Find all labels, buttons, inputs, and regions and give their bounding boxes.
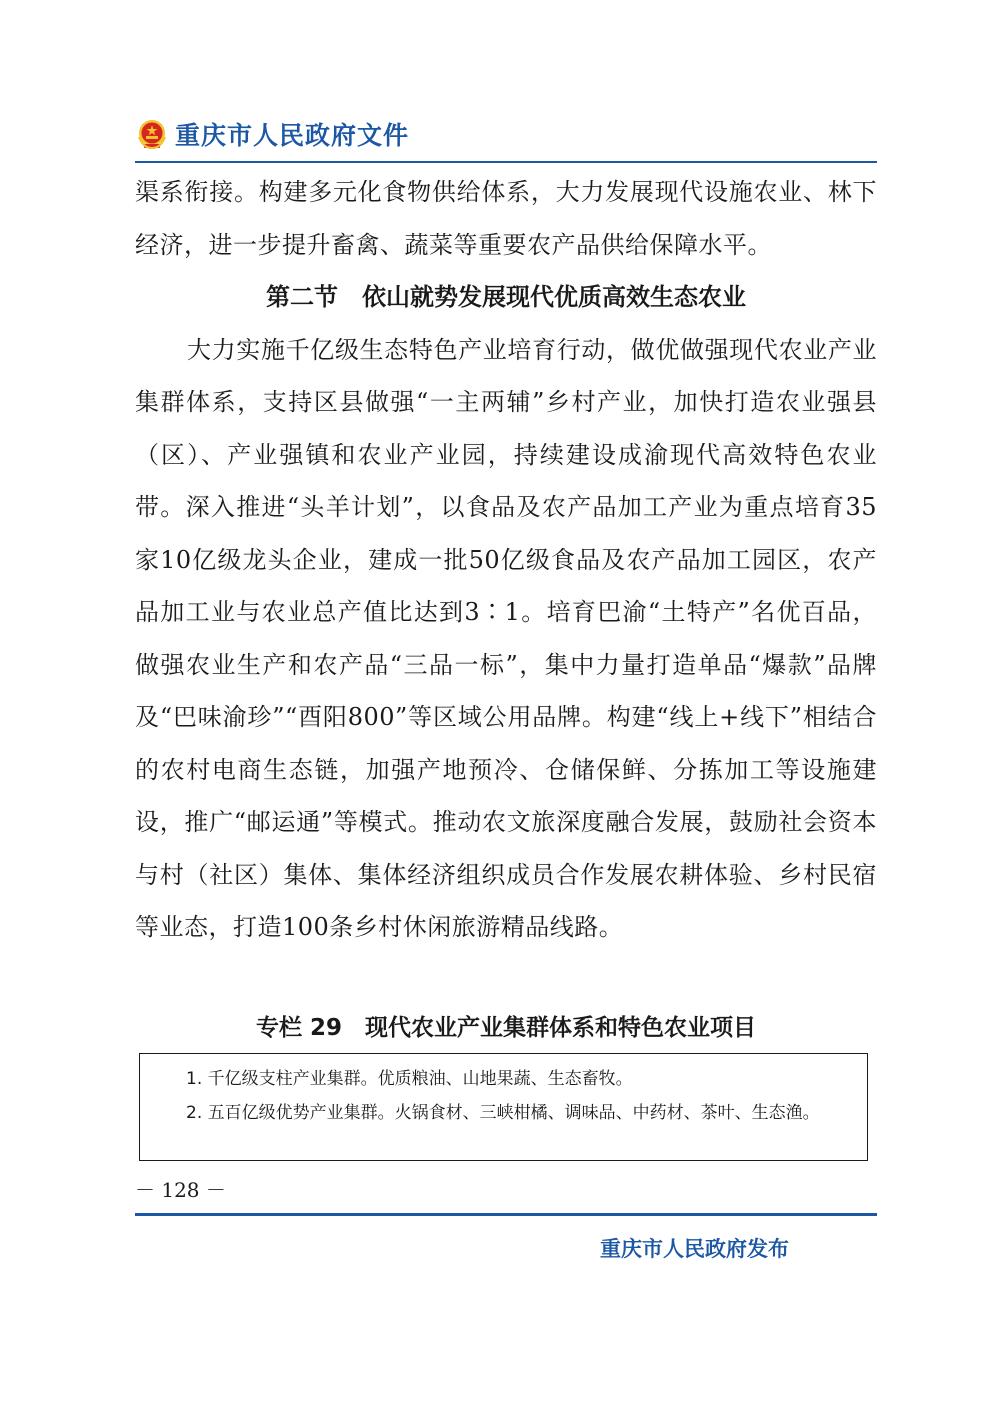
info-box [139,1053,868,1161]
footer-publisher: 重庆市人民政府发布 [600,1237,789,1261]
section-heading: 第二节 依山就势发展现代优质高效生态农业 [266,283,746,311]
box-title: 专栏 29 现代农业产业集群体系和特色农业项目 [255,1015,756,1041]
header-divider [135,161,877,163]
header-title: 重庆市人民政府文件 [175,121,410,150]
document-header [135,112,877,156]
paragraph: 渠系衔接。构建多元化食物供给体系，大力发展现代设施农业、林下经济，进一步提升畜禽、蔬菜等重要农产品供给保障水平。 [135,178,877,259]
national-emblem-icon [135,117,169,151]
box-item: 2. 五百亿级优势产业集群。火锅食材、三峡柑橘、调味品、中药材、茶叶、生态渔。 [186,1103,820,1123]
paragraph: 大力实施千亿级生态特色产业培育行动，做优做强现代农业产业集群体系，支持区县做强“一主两辅”乡村产业，加快打造农业强县（区）、产业强镇和农业产业园，持续建设成渝现代高效特色农业带。深入推进“头羊计划”，以食品及农产品加工产业为重点培育35家10亿级龙头企业，建成一批50亿级食品及农产品加工园区，农产品加工业与农业总产值比达到3∶1。培育巴渝“土特产”名优百品，做强农业生产和农产品“三品一标”，集中力量打造单品“爆款”品牌及“巴味渝珍”“酉阳800”等区域公用品牌。构建“线上+线下”相结合的农村电商生态链，加强产地预冷、仓储保鲜、分拣加工等设施建设，推广“邮运通”等模式。推动农文旅深度融合发展，鼓励社会资本与村（社区）集体、集体经济组织成员合作发展农耕体验、乡村民宿等业态，打造100条乡村休闲旅游精品线路。 [135,335,877,941]
page-number: － 128 － [135,1178,226,1202]
document-body [135,166,877,954]
box-item: 1. 千亿级支柱产业集群。优质粮油、山地果蔬、生态畜牧。 [186,1069,633,1089]
footer-divider [135,1213,877,1216]
